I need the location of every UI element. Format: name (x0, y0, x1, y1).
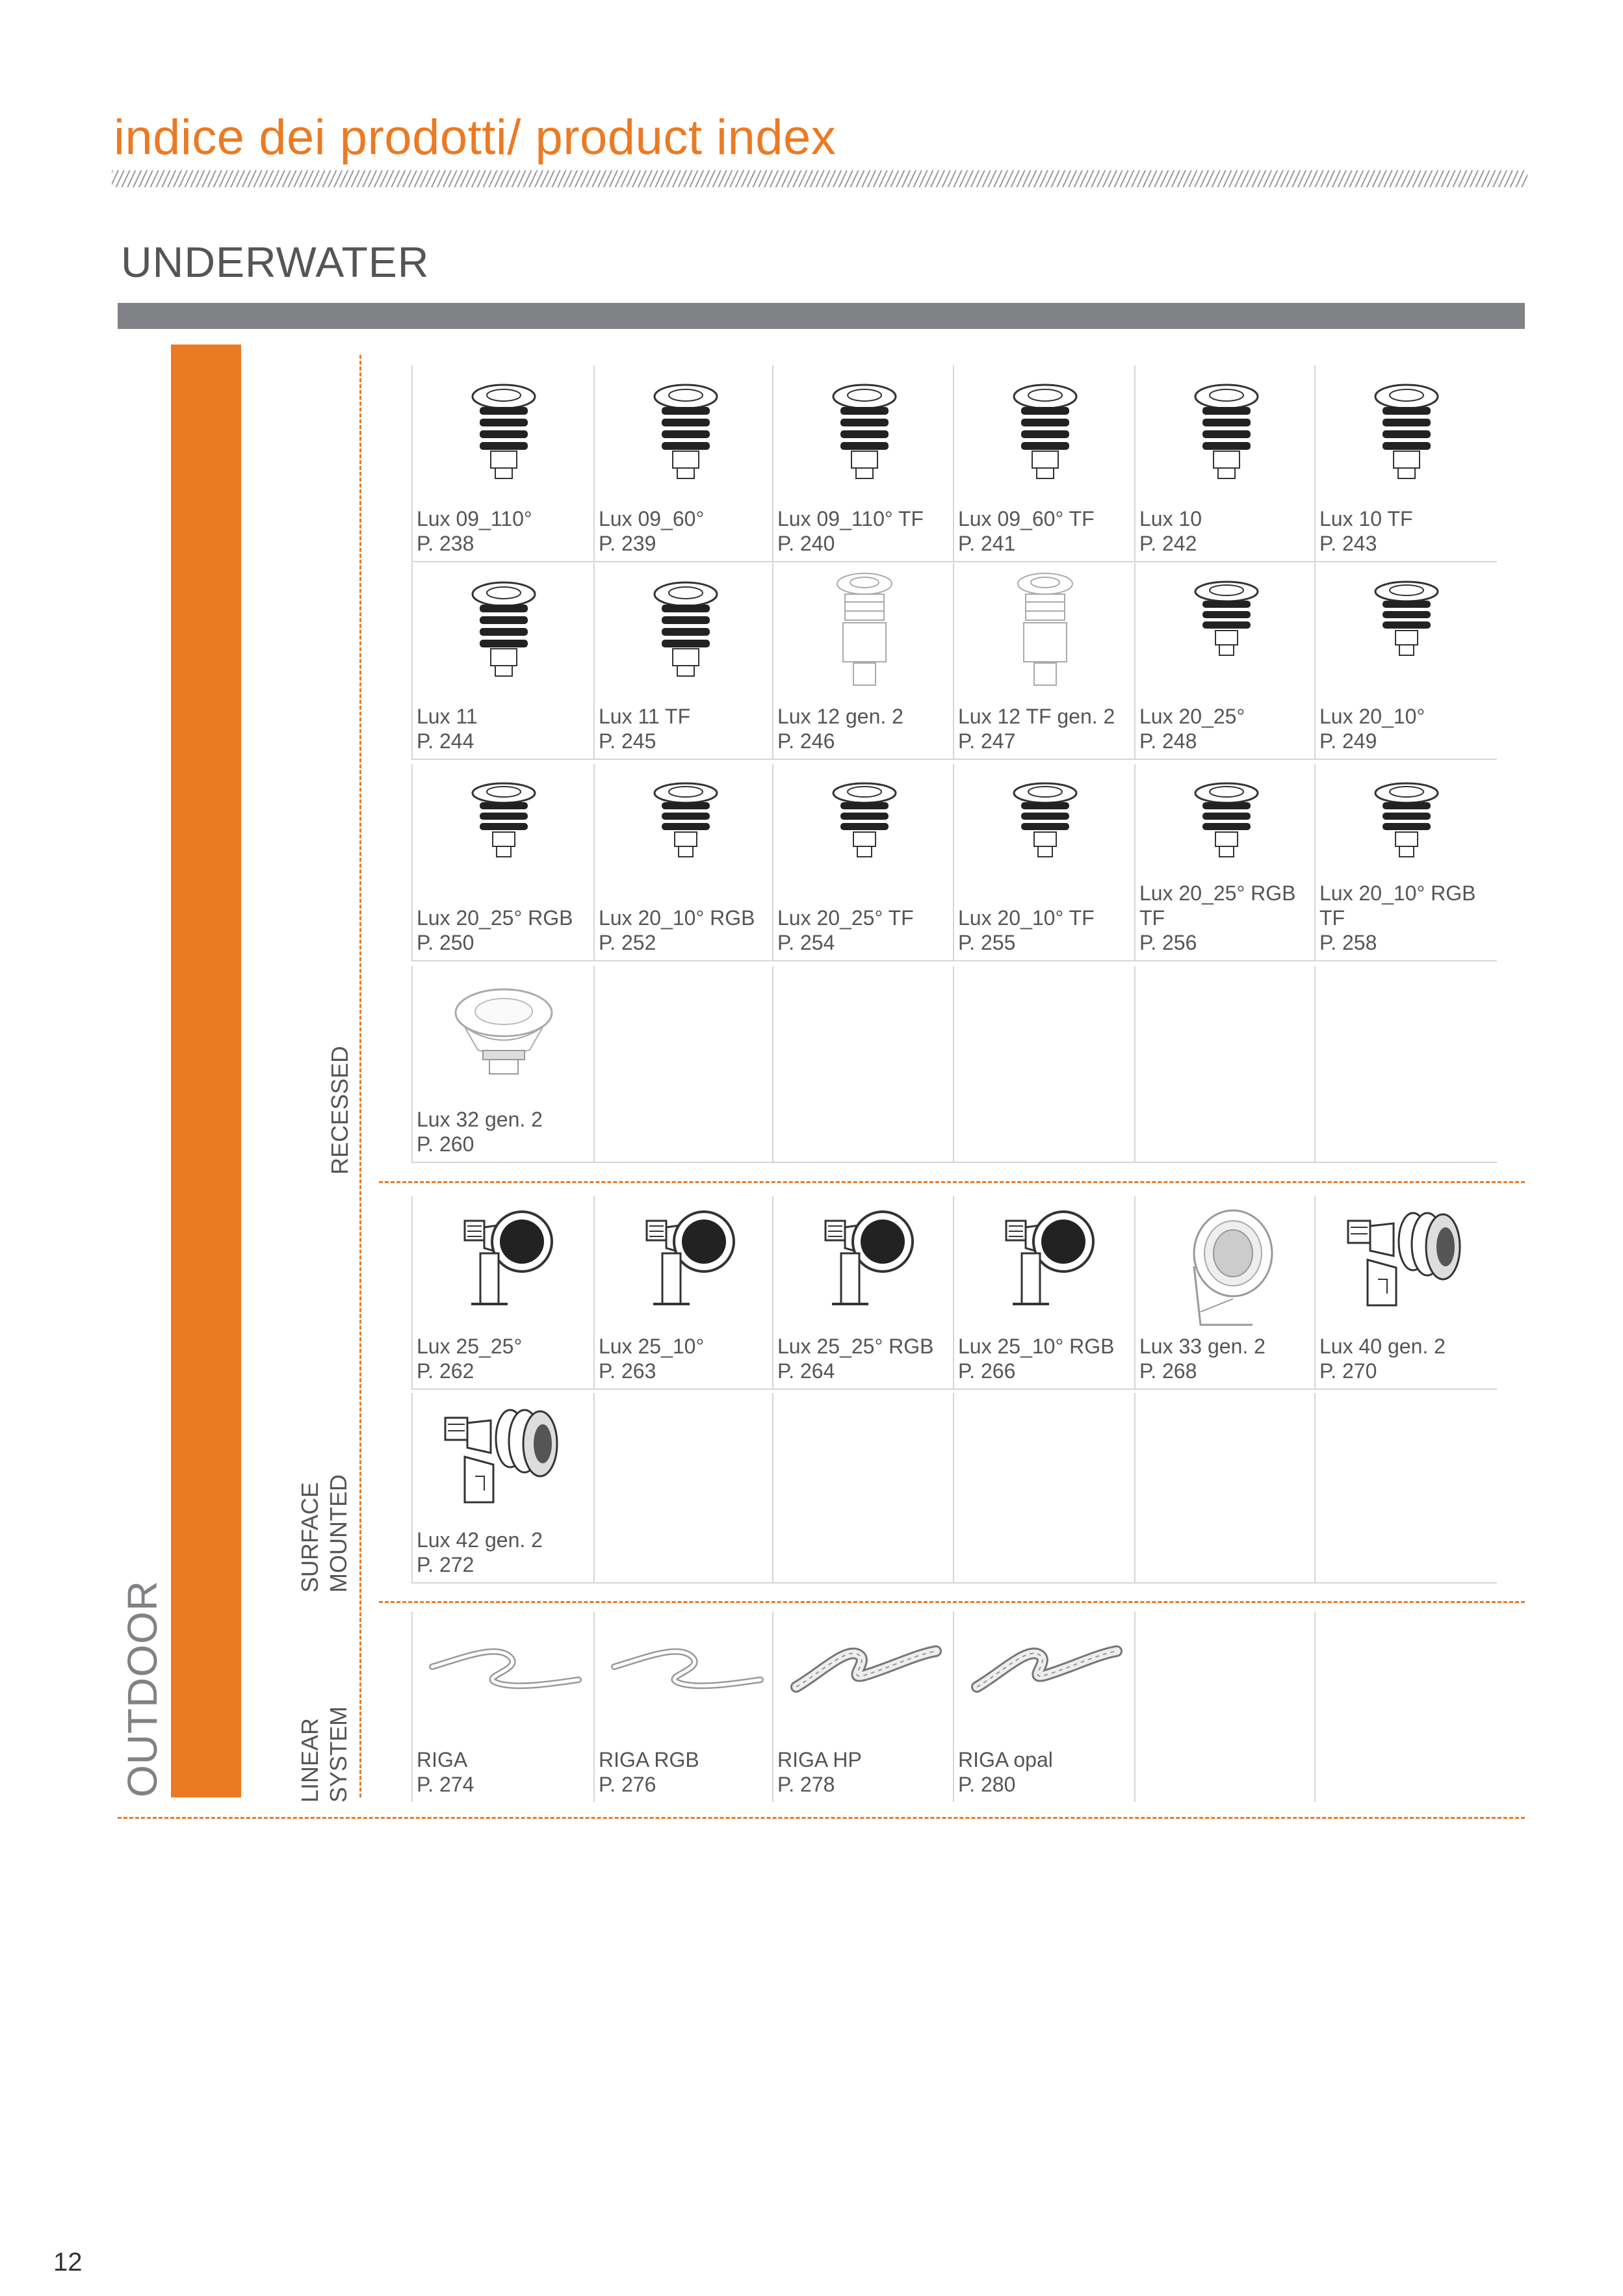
product-card[interactable] (1314, 1196, 1497, 1390)
product-card[interactable] (593, 764, 776, 961)
product-page-ref: P. 249 (1319, 729, 1377, 753)
product-page-ref: P. 262 (417, 1359, 474, 1383)
led-strip-icon (608, 1637, 764, 1699)
product-card[interactable] (772, 764, 955, 961)
product-name: Lux 20_25° RGB (417, 906, 573, 930)
title-underline-hatch (112, 170, 1527, 187)
product-page-ref: P. 263 (599, 1359, 656, 1383)
led-strip-wide-icon (786, 1635, 942, 1703)
projector-light-icon (1175, 1201, 1279, 1335)
section-bar (118, 303, 1525, 329)
category-separator (379, 1601, 1525, 1603)
product-card[interactable] (411, 1196, 594, 1390)
product-name: Lux 20_25° TF (777, 906, 914, 930)
empty-cell (953, 1393, 1136, 1584)
empty-cell (1314, 1393, 1497, 1584)
projector-icon (812, 1208, 916, 1315)
product-name: Lux 12 gen. 2 (777, 705, 903, 728)
product-name: Lux 10 TF (1319, 507, 1413, 530)
product-card[interactable] (593, 365, 776, 562)
product-name: Lux 20_10° RGB (599, 906, 755, 930)
recessed-spotlight-small-icon (1371, 779, 1442, 867)
product-page-ref: P. 240 (777, 532, 835, 555)
product-name: Lux 25_25° (417, 1335, 523, 1358)
empty-cell (772, 1393, 955, 1584)
product-name: RIGA HP (777, 1748, 862, 1771)
product-name: Lux 20_10° RGB TF (1319, 881, 1476, 930)
projector-icon (634, 1208, 738, 1315)
linear-label-line1: LINEAR (296, 1717, 323, 1803)
product-name: Lux 20_25° RGB TF (1139, 881, 1296, 930)
product-card[interactable] (411, 365, 594, 562)
category-separator (118, 1817, 1525, 1819)
product-page-ref: P. 266 (958, 1359, 1016, 1383)
empty-cell (1134, 1611, 1317, 1802)
empty-cell (593, 1393, 776, 1584)
product-card[interactable] (411, 1393, 594, 1584)
product-name: Lux 25_10° RGB (958, 1335, 1115, 1358)
product-card[interactable] (593, 1196, 776, 1390)
linear-label-line2: SYSTEM (325, 1706, 352, 1803)
led-strip-icon (426, 1637, 582, 1699)
product-card[interactable] (593, 1611, 776, 1802)
product-card[interactable] (1314, 365, 1497, 562)
recessed-spotlight-light-icon (1009, 568, 1081, 695)
product-page-ref: P. 242 (1139, 532, 1197, 555)
product-name: Lux 20_10° (1319, 705, 1425, 728)
empty-cell (593, 966, 776, 1163)
product-card[interactable] (411, 966, 594, 1163)
product-card[interactable] (411, 764, 594, 961)
product-card[interactable] (1134, 764, 1317, 961)
linear-system-label (296, 1706, 353, 1803)
product-name: Lux 32 gen. 2 (417, 1108, 543, 1131)
led-strip-wide-icon (967, 1635, 1123, 1703)
product-page-ref: P. 264 (777, 1359, 835, 1383)
product-page-ref: P. 256 (1139, 931, 1197, 954)
recessed-spotlight-small-icon (1191, 577, 1262, 665)
product-name: Lux 11 TF (599, 705, 691, 728)
product-page-ref: P. 244 (417, 729, 474, 753)
product-card[interactable] (953, 1611, 1136, 1802)
recessed-spotlight-wide-icon (452, 982, 556, 1082)
surface-mounted-label (296, 1474, 353, 1593)
product-page-ref: P. 241 (958, 532, 1016, 555)
recessed-spotlight-icon (650, 378, 721, 486)
product-name: RIGA (417, 1748, 468, 1771)
product-name: RIGA opal (958, 1748, 1053, 1771)
product-page-ref: P. 252 (599, 931, 656, 954)
empty-cell (1134, 1393, 1317, 1584)
product-page-ref: P. 270 (1319, 1359, 1377, 1383)
product-name: Lux 40 gen. 2 (1319, 1335, 1446, 1358)
product-card[interactable] (953, 1196, 1136, 1390)
product-card[interactable] (772, 563, 955, 760)
outdoor-side-bar (171, 345, 241, 1797)
product-name: Lux 09_60° TF (958, 507, 1095, 530)
product-card[interactable] (1314, 563, 1497, 760)
product-card[interactable] (411, 563, 594, 760)
product-name: Lux 09_60° (599, 507, 705, 530)
product-page-ref: P. 255 (958, 931, 1016, 954)
product-page-ref: P. 278 (777, 1773, 835, 1796)
recessed-spotlight-icon (650, 576, 721, 683)
recessed-spotlight-icon (829, 378, 900, 486)
recessed-spotlight-icon (1191, 378, 1262, 486)
category-divider-vertical (359, 355, 361, 1797)
product-card[interactable] (1134, 365, 1317, 562)
product-page-ref: P. 280 (958, 1773, 1016, 1796)
product-page-ref: P. 250 (417, 931, 474, 954)
empty-cell (1134, 966, 1317, 1163)
product-card[interactable] (953, 365, 1136, 562)
empty-cell (1314, 1611, 1497, 1802)
product-card[interactable] (593, 563, 776, 760)
recessed-spotlight-icon (1371, 378, 1442, 486)
product-page-ref: P. 272 (417, 1553, 474, 1576)
product-page-ref: P. 268 (1139, 1359, 1197, 1383)
product-name: Lux 33 gen. 2 (1139, 1335, 1266, 1358)
empty-cell (1314, 966, 1497, 1163)
empty-cell (953, 966, 1136, 1163)
recessed-label: RECESSED (326, 1045, 353, 1175)
product-name: Lux 12 TF gen. 2 (958, 705, 1115, 728)
projector-icon (993, 1208, 1097, 1315)
product-card[interactable] (1314, 764, 1497, 961)
outdoor-label: OUTDOOR (119, 1580, 166, 1797)
product-name: Lux 09_110° TF (777, 507, 924, 530)
product-page-ref: P. 260 (417, 1132, 474, 1156)
recessed-spotlight-small-icon (1009, 779, 1081, 867)
product-page-ref: P. 254 (777, 931, 835, 954)
product-card[interactable] (772, 365, 955, 562)
product-page-ref: P. 238 (417, 532, 474, 555)
product-name: Lux 11 (417, 705, 478, 728)
recessed-spotlight-small-icon (829, 779, 900, 867)
page-number: 12 (53, 2248, 83, 2276)
product-card[interactable] (1134, 1196, 1317, 1390)
category-separator (379, 1181, 1525, 1183)
product-card[interactable] (1134, 563, 1317, 760)
product-card[interactable] (772, 1196, 955, 1390)
projector-icon (452, 1208, 556, 1315)
product-name: Lux 25_25° RGB (777, 1335, 934, 1358)
product-name: Lux 20_10° TF (958, 906, 1095, 930)
product-name: Lux 10 (1139, 507, 1202, 530)
page-title: indice dei prodotti/ product index (114, 110, 837, 165)
recessed-spotlight-small-icon (1191, 779, 1262, 867)
product-page-ref: P. 258 (1319, 931, 1377, 954)
product-card[interactable] (953, 563, 1136, 760)
product-page-ref: P. 248 (1139, 729, 1197, 753)
projector-long-icon (439, 1405, 569, 1512)
surface-label-line1: SURFACE (296, 1481, 323, 1593)
product-page-ref: P. 243 (1319, 532, 1377, 555)
product-page-ref: P. 246 (777, 729, 835, 753)
recessed-spotlight-icon (468, 576, 539, 683)
recessed-spotlight-icon (468, 378, 539, 486)
recessed-spotlight-small-icon (650, 779, 721, 867)
product-name: RIGA RGB (599, 1748, 699, 1771)
product-name: Lux 25_10° (599, 1335, 705, 1358)
product-card[interactable] (953, 764, 1136, 961)
product-page-ref: P. 276 (599, 1773, 656, 1796)
recessed-spotlight-small-icon (468, 779, 539, 867)
product-page-ref: P. 239 (599, 532, 656, 555)
product-page-ref: P. 274 (417, 1773, 474, 1796)
product-card[interactable] (772, 1611, 955, 1802)
recessed-spotlight-small-icon (1371, 577, 1442, 665)
projector-long-icon (1342, 1208, 1472, 1315)
recessed-spotlight-light-icon (829, 568, 900, 695)
product-card[interactable] (411, 1611, 594, 1802)
product-name: Lux 42 gen. 2 (417, 1528, 543, 1552)
empty-cell (772, 966, 955, 1163)
product-name: Lux 09_110° (417, 507, 532, 530)
section-title: UNDERWATER (121, 238, 430, 286)
recessed-spotlight-icon (1009, 378, 1081, 486)
product-page-ref: P. 245 (599, 729, 656, 753)
product-name: Lux 20_25° (1139, 705, 1245, 728)
surface-label-line2: MOUNTED (325, 1474, 352, 1593)
product-page-ref: P. 247 (958, 729, 1016, 753)
